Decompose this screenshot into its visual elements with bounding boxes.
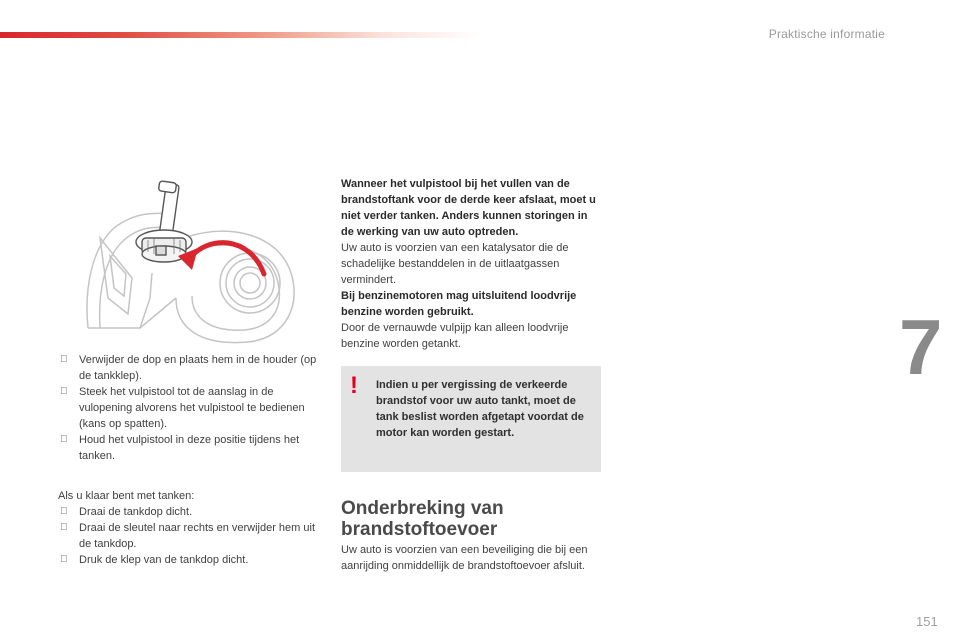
warning-text: Indien u per vergissing de verkeerde brandstof voor uw auto tankt, moet de tank beslist worden afgetapt voordat de motor kan worden gestart. (376, 379, 584, 439)
step-text: Houd het vulpistool in deze positie tijdens het tanken. (79, 434, 300, 462)
step-text: Draai de sleutel naar rechts en verwijder hem uit de tankdop. (79, 522, 316, 550)
bullet-marker-icon (60, 552, 68, 568)
list-item (58, 504, 323, 520)
list-item (58, 552, 323, 568)
section-heading: Onderbreking van brandstoftoevoer (341, 498, 504, 540)
step-text: Druk de klep van de tankdop dicht. (79, 554, 249, 566)
bullet-marker-icon (60, 520, 68, 536)
bullet-marker-icon (60, 504, 68, 520)
fuel-nozzle-key-icon (80, 178, 300, 346)
header-accent-bar (0, 32, 480, 38)
list-item (58, 520, 323, 552)
fuel-cutoff-text: Uw auto is voorzien van een beveiliging die bij een aanrijding onmiddellijk de brandstoftoevoer afsluit. (341, 544, 588, 572)
fuel-notes (341, 176, 603, 352)
section-body (341, 542, 603, 574)
list-item (58, 384, 323, 432)
instructions-part-2 (58, 488, 323, 568)
bullet-marker-icon (60, 432, 68, 448)
step-text: Steek het vulpistool tot de aanslag in de vulopening alvorens het vulpistool te bedienen (kans op spatten). (79, 386, 305, 430)
unleaded-only-note: Bij benzinemotoren mag uitsluitend loodvrije benzine worden gebruikt. (341, 290, 577, 318)
bullet-marker-icon (60, 352, 68, 368)
step-text: Draai de tankdop dicht. (79, 506, 193, 518)
narrow-filler-note: Door de vernauwde vulpijp kan alleen loodvrije benzine worden getankt. (341, 322, 569, 350)
list-item (58, 432, 323, 464)
third-cutoff-warning: Wanneer het vulpistool bij het vullen van de brandstoftank voor de derde keer afslaat, moet u niet verder tanken. Anders kunnen storingen in de werking van uw auto optreden. (341, 178, 596, 238)
chapter-number: 7 (899, 303, 943, 391)
step-text: Verwijder de dop en plaats hem in de houder (op de tankklep). (79, 354, 317, 382)
catalytic-converter-note: Uw auto is voorzien van een katalysator die de schadelijke bestanddelen in de uitlaatgassen vermindert. (341, 242, 569, 286)
warning-exclamation-icon: ! (350, 372, 358, 399)
after-refuel-intro: Als u klaar bent met tanken: (58, 490, 195, 502)
instructions-part-1 (58, 352, 323, 464)
page-number: 151 (916, 614, 938, 629)
bullet-marker-icon (60, 384, 68, 400)
section-title: Praktische informatie (768, 27, 885, 41)
list-item (58, 352, 323, 384)
